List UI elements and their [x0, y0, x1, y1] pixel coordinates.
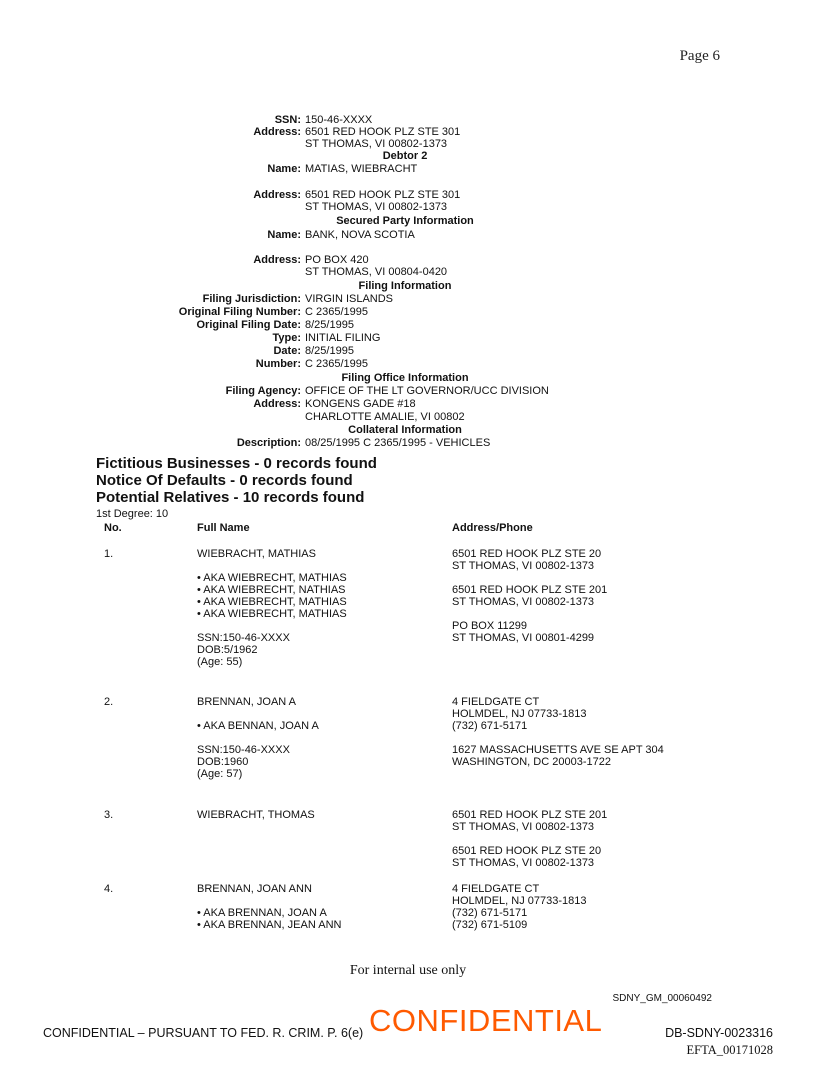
secured-name-label: Name:: [267, 229, 301, 241]
debtor2-address-label: Address:: [253, 189, 301, 201]
address-line: HOLMDEL, NJ 07733-1813: [452, 895, 587, 907]
date-value: 8/25/1995: [305, 345, 354, 357]
name-line: [197, 732, 319, 744]
row-1-no: 1.: [104, 548, 114, 560]
internal-use-note: For internal use only: [349, 963, 467, 978]
address-line: WASHINGTON, DC 20003-1722: [452, 756, 611, 768]
debtor2-address-line1: 6501 RED HOOK PLZ STE 301: [305, 189, 461, 201]
description-value: 08/25/1995 C 2365/1995 - VEHICLES: [305, 437, 491, 449]
row-2-no: 2.: [104, 696, 114, 708]
aka-line: • AKA WIEBRECHT, NATHIAS: [197, 584, 346, 596]
row-4-no: 4.: [104, 883, 114, 895]
type-label: Type:: [272, 332, 301, 344]
aka-line: • AKA BENNAN, JOAN A: [197, 720, 319, 732]
name-line: [197, 895, 341, 907]
degree-note: 1st Degree: 10: [96, 508, 169, 520]
ssn-value: 150-46-XXXX: [305, 114, 373, 126]
name-line: [197, 620, 347, 632]
filing-office-heading: Filing Office Information: [341, 372, 469, 384]
age-line: (Age: 57): [197, 768, 243, 780]
row-2-name: [197, 696, 319, 780]
row-4-name: [197, 883, 341, 931]
secured-party-heading: Secured Party Information: [336, 215, 474, 227]
dob-line: DOB:5/1962: [197, 644, 258, 656]
collateral-heading: Collateral Information: [348, 424, 462, 436]
address-line: ST THOMAS, VI 00802-1373: [452, 596, 595, 608]
filing-info-heading: Filing Information: [358, 280, 452, 292]
bates-number-lower: DB-SDNY-0023316: [665, 1026, 773, 1040]
agency-value: OFFICE OF THE LT GOVERNOR/UCC DIVISION: [305, 385, 549, 397]
header-no: No.: [104, 522, 122, 534]
number-value: C 2365/1995: [305, 358, 368, 370]
jurisdiction-label: Filing Jurisdiction:: [202, 293, 301, 305]
date-label: Date:: [273, 345, 301, 357]
name-line: BRENNAN, JOAN ANN: [197, 883, 312, 895]
description-label: Description:: [236, 437, 301, 449]
address-line: PO BOX 11299: [452, 620, 528, 632]
address-line: 4 FIELDGATE CT: [452, 696, 540, 708]
address-line: [452, 608, 607, 620]
debtor2-name-label: Name:: [267, 163, 301, 175]
efta-number: EFTA_00171028: [686, 1043, 773, 1057]
dob-line: DOB:1960: [197, 756, 249, 768]
address-line: ST THOMAS, VI 00802-1373: [452, 857, 595, 869]
name-line: [197, 708, 319, 720]
name-line: WIEBRACHT, MATHIAS: [197, 548, 316, 560]
name-line: [197, 560, 347, 572]
bates-number-upper: SDNY_GM_00060492: [612, 993, 712, 1004]
debtor2-heading: Debtor 2: [382, 150, 428, 162]
potential-relatives-title: Potential Relatives - 10 records found: [96, 489, 365, 506]
type-value: INITIAL FILING: [305, 332, 381, 344]
phone-line: (732) 671-5109: [452, 919, 528, 931]
phone-line: (732) 671-5171: [452, 720, 528, 732]
address-line: 6501 RED HOOK PLZ STE 20: [452, 548, 602, 560]
address-line1: 6501 RED HOOK PLZ STE 301: [305, 126, 461, 138]
aka-line: • AKA WIEBRECHT, MATHIAS: [197, 572, 347, 584]
row-1-name: [197, 548, 347, 668]
notice-of-defaults-title: Notice Of Defaults - 0 records found: [96, 472, 353, 489]
header-address-phone: Address/Phone: [452, 522, 533, 534]
ssn-line: SSN:150-46-XXXX: [197, 744, 290, 756]
address-line: [452, 572, 607, 584]
address-line: 6501 RED HOOK PLZ STE 20: [452, 845, 602, 857]
confidential-legend: CONFIDENTIAL – PURSUANT TO FED. R. CRIM. P. 6(e): [43, 1026, 364, 1040]
address-line: 4 FIELDGATE CT: [452, 883, 540, 895]
aka-line: • AKA BRENNAN, JEAN ANN: [197, 919, 342, 931]
row-4-address: [452, 883, 587, 931]
office-address-label: Address:: [253, 398, 301, 410]
debtor2-name: MATIAS, WIEBRACHT: [305, 163, 418, 175]
number-label: Number:: [255, 358, 301, 370]
secured-address-label: Address:: [253, 254, 301, 266]
address-line: 6501 RED HOOK PLZ STE 201: [452, 809, 608, 821]
orig-date-label: Original Filing Date:: [196, 319, 301, 331]
address-label: Address:: [253, 126, 301, 138]
age-line: (Age: 55): [197, 656, 243, 668]
aka-line: • AKA BRENNAN, JOAN A: [197, 907, 327, 919]
row-2-address: [452, 696, 664, 768]
row-3-address: [452, 809, 607, 869]
address-line: [452, 833, 607, 845]
address-line: [452, 732, 664, 744]
office-address-line2: CHARLOTTE AMALIE, VI 00802: [305, 411, 465, 423]
secured-address-line1: PO BOX 420: [305, 254, 369, 266]
page-number: Page 6: [679, 48, 720, 64]
header-full-name: Full Name: [197, 522, 250, 534]
row-1-address: [452, 548, 607, 644]
name-line: WIEBRACHT, THOMAS: [197, 809, 315, 821]
ssn-line: SSN:150-46-XXXX: [197, 632, 290, 644]
address-line: ST THOMAS, VI 00802-1373: [452, 821, 595, 833]
fictitious-businesses-title: Fictitious Businesses - 0 records found: [96, 455, 377, 472]
address-line: 6501 RED HOOK PLZ STE 201: [452, 584, 608, 596]
office-address-line1: KONGENS GADE #18: [305, 398, 416, 410]
ssn-label: SSN:: [274, 114, 301, 126]
address-line2: ST THOMAS, VI 00802-1373: [305, 138, 448, 150]
orig-number-value: C 2365/1995: [305, 306, 368, 318]
address-line: HOLMDEL, NJ 07733-1813: [452, 708, 587, 720]
aka-line: • AKA WIEBRECHT, MATHIAS: [197, 596, 347, 608]
address-line: ST THOMAS, VI 00801-4299: [452, 632, 595, 644]
confidential-stamp: CONFIDENTIAL: [369, 1003, 603, 1038]
aka-line: • AKA WIEBRECHT, MATHIAS: [197, 608, 347, 620]
secured-name: BANK, NOVA SCOTIA: [305, 229, 415, 241]
address-line: ST THOMAS, VI 00802-1373: [452, 560, 595, 572]
orig-date-value: 8/25/1995: [305, 319, 354, 331]
row-3-name: [197, 809, 315, 821]
name-line: BRENNAN, JOAN A: [197, 696, 297, 708]
agency-label: Filing Agency:: [225, 385, 301, 397]
phone-line: (732) 671-5171: [452, 907, 528, 919]
debtor2-address-line2: ST THOMAS, VI 00802-1373: [305, 201, 448, 213]
orig-number-label: Original Filing Number:: [178, 306, 301, 318]
address-line: 1627 MASSACHUSETTS AVE SE APT 304: [452, 744, 664, 756]
jurisdiction-value: VIRGIN ISLANDS: [305, 293, 394, 305]
row-3-no: 3.: [104, 809, 114, 821]
secured-address-line2: ST THOMAS, VI 00804-0420: [305, 266, 448, 278]
